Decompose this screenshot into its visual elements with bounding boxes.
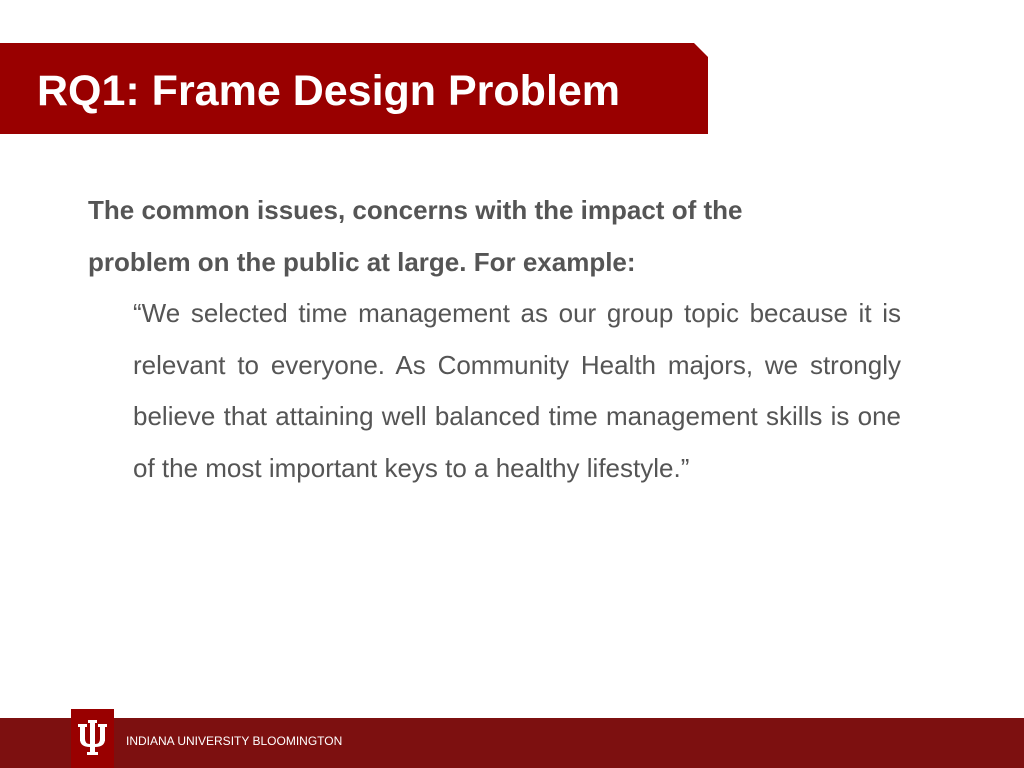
slide-title: RQ1: Frame Design Problem (37, 67, 621, 115)
iu-trident-icon (71, 709, 114, 768)
quote-text: “We selected time management as our group topic because it is relevant to everyone. As Community Health majors, we strongly believe that attaining well balanced time management skills is one of the most important keys to a healthy lifestyle.” (133, 298, 901, 483)
intro-text: The common issues, concerns with the impact of the problem on the public at large. For example: (88, 195, 743, 277)
footer-institution-name: INDIANA UNIVERSITY BLOOMINGTON (126, 734, 343, 748)
